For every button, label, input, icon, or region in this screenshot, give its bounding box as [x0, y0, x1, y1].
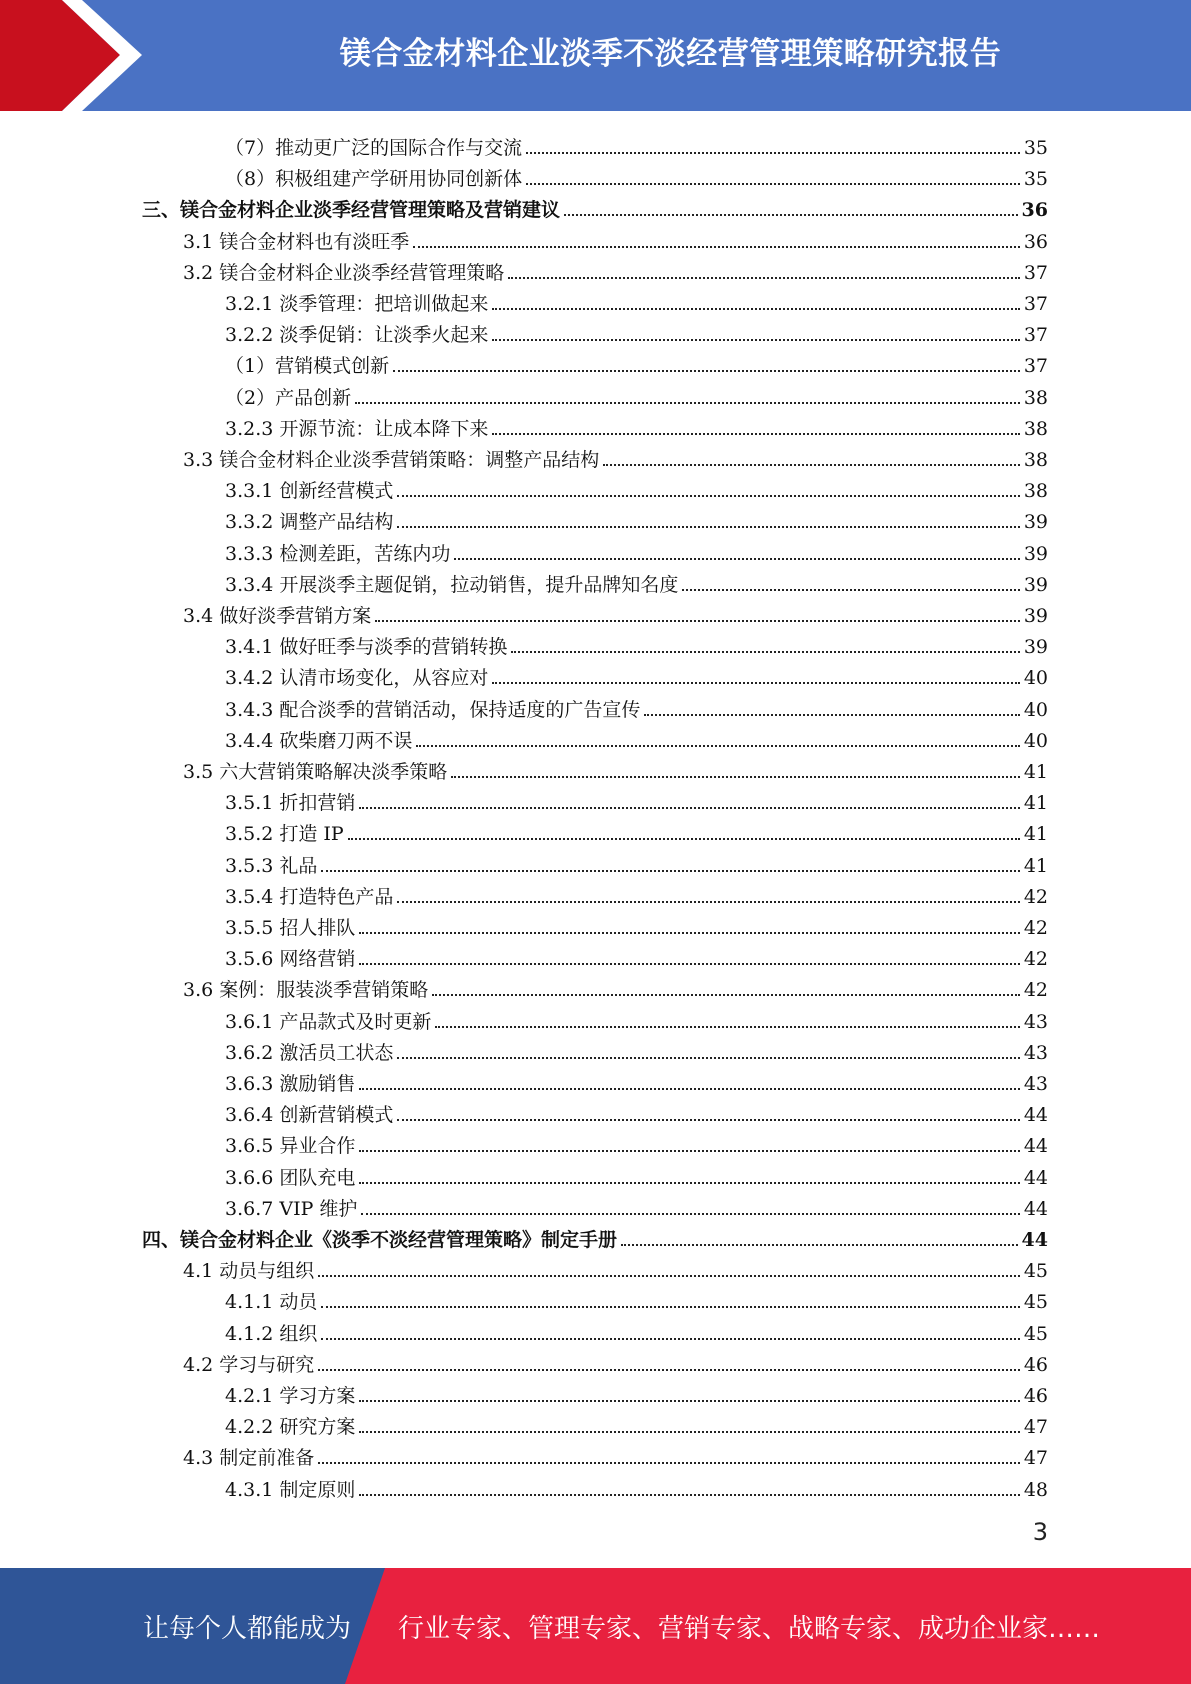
toc-entry-page: 36 — [1021, 199, 1048, 222]
toc-entry-page: 38 — [1023, 480, 1048, 503]
toc-entry-page: 41 — [1023, 854, 1048, 877]
toc-dot-leader — [321, 870, 1019, 872]
toc-entry-page: 36 — [1023, 230, 1048, 253]
toc-dot-leader — [492, 682, 1019, 684]
toc-entry-label: 3.5.2 打造 IP — [225, 823, 344, 846]
toc-entry[interactable] — [225, 1189, 1048, 1220]
toc-entry-page: 39 — [1023, 542, 1048, 565]
toc-entry[interactable] — [225, 534, 1048, 565]
toc-entry[interactable] — [225, 846, 1048, 877]
toc-dot-leader — [511, 651, 1019, 653]
toc-entry[interactable] — [225, 1282, 1048, 1313]
toc-dot-leader — [359, 932, 1019, 934]
toc-entry-label: 3.2.3 开源节流：让成本降下来 — [225, 417, 489, 440]
toc-dot-leader — [321, 1306, 1019, 1308]
toc-dot-leader — [397, 495, 1019, 497]
toc-entry-page: 43 — [1023, 1041, 1048, 1064]
toc-entry[interactable] — [225, 814, 1048, 845]
toc-entry-page: 42 — [1023, 885, 1048, 908]
toc-entry-label: 3.3.2 调整产品结构 — [225, 511, 394, 534]
toc-entry-page: 40 — [1023, 729, 1048, 752]
toc-entry[interactable] — [225, 939, 1048, 970]
toc-entry-label: 3.6.7 VIP 维护 — [225, 1197, 358, 1220]
toc-dot-leader — [359, 1182, 1019, 1184]
toc-entry-page: 44 — [1021, 1229, 1048, 1251]
toc-dot-leader — [318, 1275, 1020, 1277]
toc-entry[interactable] — [225, 1064, 1048, 1095]
toc-entry-label: 3.5.1 折扣营销 — [225, 792, 356, 815]
toc-entry-page: 39 — [1023, 573, 1048, 596]
toc-entry[interactable] — [225, 565, 1048, 596]
toc-entry-label: 4.1.2 组织 — [225, 1322, 318, 1345]
toc-entry[interactable] — [142, 1220, 1048, 1251]
toc-entry[interactable] — [183, 222, 1048, 253]
toc-entry-page: 45 — [1023, 1322, 1048, 1345]
toc-dot-leader — [393, 370, 1020, 372]
toc-entry-page: 40 — [1023, 667, 1048, 690]
toc-dot-leader — [603, 464, 1020, 466]
toc-dot-leader — [359, 1494, 1019, 1496]
toc-dot-leader — [492, 308, 1019, 310]
toc-dot-leader — [397, 526, 1019, 528]
toc-entry-label: 3.6.3 激励销售 — [225, 1073, 356, 1095]
toc-entry-label: 4.2 学习与研究 — [183, 1353, 315, 1376]
toc-entry-label: 4.2.2 研究方案 — [225, 1416, 356, 1439]
toc-entry-page: 46 — [1023, 1385, 1048, 1407]
toc-entry[interactable] — [225, 721, 1048, 752]
toc-dot-leader — [321, 1338, 1019, 1340]
toc-entry-label: 3.6 案例：服装淡季营销策略 — [183, 979, 429, 1002]
toc-entry-page: 45 — [1023, 1260, 1048, 1283]
toc-entry-label: 3.5.4 打造特色产品 — [225, 885, 394, 908]
toc-entry[interactable] — [183, 1251, 1048, 1282]
toc-entry-label: 4.3.1 制定原则 — [225, 1478, 356, 1501]
toc-dot-leader — [644, 714, 1019, 716]
toc-entry-page: 45 — [1023, 1291, 1048, 1314]
toc-entry-page: 47 — [1023, 1447, 1048, 1470]
footer-slogan-right: 行业专家、管理专家、营销专家、战略专家、成功企业家…… — [398, 1613, 1101, 1644]
toc-entry-page: 42 — [1023, 917, 1048, 939]
toc-entry-label: （1）营销模式创新 — [225, 355, 390, 378]
toc-entry[interactable] — [225, 1033, 1048, 1064]
toc-entry[interactable] — [225, 128, 1048, 159]
toc-entry-label: 四、镁合金材料企业《淡季不淡经营管理策略》制定手册 — [142, 1229, 618, 1251]
toc-dot-leader — [413, 246, 1020, 248]
footer-slogan-left: 让每个人都能成为 — [143, 1613, 352, 1644]
toc-entry-label: 4.1 动员与组织 — [183, 1260, 315, 1283]
toc-dot-leader — [397, 1057, 1019, 1059]
toc-entry[interactable] — [225, 1407, 1048, 1438]
toc-dot-leader — [526, 152, 1020, 154]
toc-dot-leader — [492, 433, 1019, 435]
toc-entry[interactable] — [225, 502, 1048, 533]
toc-dot-leader — [492, 339, 1019, 341]
toc-entry[interactable] — [225, 908, 1048, 939]
toc-entry[interactable] — [225, 1126, 1048, 1157]
toc-entry-label: （8）积极组建产学研用协同创新体 — [225, 168, 523, 191]
toc-entry-label: 3.4.4 砍柴磨刀两不误 — [225, 729, 413, 752]
toc-dot-leader — [361, 1213, 1019, 1215]
toc-dot-leader — [432, 994, 1020, 996]
toc-entry[interactable] — [183, 596, 1048, 627]
toc-dot-leader — [359, 1431, 1019, 1433]
toc-entry-label: （7）推动更广泛的国际合作与交流 — [225, 137, 523, 159]
toc-entry-page: 48 — [1023, 1478, 1048, 1501]
toc-entry-label: 3.6.5 异业合作 — [225, 1135, 356, 1158]
toc-entry-label: 3.4.3 配合淡季的营销活动，保持适度的广告宣传 — [225, 698, 641, 721]
toc-dot-leader — [359, 1400, 1019, 1402]
toc-entry-label: 3.3 镁合金材料企业淡季营销策略：调整产品结构 — [183, 449, 600, 471]
toc-entry-label: 3.5 六大营销策略解决淡季策略 — [183, 761, 448, 783]
toc-dot-leader — [397, 901, 1019, 903]
toc-dot-leader — [397, 1119, 1019, 1121]
toc-dot-leader — [318, 1369, 1020, 1371]
toc-entry[interactable] — [225, 627, 1048, 658]
toc-entry[interactable] — [225, 1314, 1048, 1345]
toc-entry-page: 42 — [1023, 979, 1048, 1002]
toc-entry-page: 44 — [1023, 1166, 1048, 1189]
header-banner — [0, 0, 1191, 111]
toc-entry[interactable] — [225, 1376, 1048, 1407]
toc-entry-page: 39 — [1023, 511, 1048, 534]
toc-entry[interactable] — [183, 1345, 1048, 1376]
toc-entry-page: 37 — [1023, 324, 1048, 347]
toc-entry-label: 3.4.1 做好旺季与淡季的营销转换 — [225, 636, 508, 659]
document-title: 镁合金材料企业淡季不淡经营管理策略研究报告 — [339, 35, 1002, 72]
toc-entry-page: 39 — [1023, 605, 1048, 627]
toc-entry-page: 43 — [1023, 1010, 1048, 1033]
toc-entry-page: 41 — [1023, 823, 1048, 846]
toc-entry[interactable] — [225, 1158, 1048, 1189]
toc-entry-label: 3.4.2 认清市场变化，从容应对 — [225, 667, 489, 690]
toc-dot-leader — [621, 1244, 1018, 1246]
toc-entry-page: 35 — [1023, 137, 1048, 159]
toc-entry[interactable] — [183, 440, 1048, 471]
toc-entry-label: 三、镁合金材料企业淡季经营管理策略及营销建议 — [142, 199, 561, 222]
toc-entry-label: 3.2.2 淡季促销：让淡季火起来 — [225, 324, 489, 347]
toc-entry-label: 3.6.6 团队充电 — [225, 1166, 356, 1189]
toc-entry-page: 38 — [1023, 386, 1048, 409]
toc-entry-label: 3.5.5 招人排队 — [225, 917, 356, 939]
toc-entry[interactable] — [225, 315, 1048, 346]
toc-dot-leader — [355, 402, 1020, 404]
toc-entry-label: 3.5.3 礼品 — [225, 854, 318, 877]
toc-entry-page: 41 — [1023, 792, 1048, 815]
toc-entry-label: 3.1 镁合金材料也有淡旺季 — [183, 230, 410, 253]
toc-entry-label: 4.3 制定前准备 — [183, 1447, 315, 1470]
toc-entry-page: 37 — [1023, 355, 1048, 378]
toc-entry-label: 3.4 做好淡季营销方案 — [183, 605, 372, 627]
toc-dot-leader — [682, 589, 1019, 591]
toc-dot-leader — [454, 558, 1019, 560]
toc-entry[interactable] — [183, 253, 1048, 284]
header-chevron-decoration — [0, 0, 160, 111]
toc-entry-page: 47 — [1023, 1416, 1048, 1439]
page-number: 3 — [1032, 1518, 1048, 1546]
toc-entry[interactable] — [225, 471, 1048, 502]
toc-entry-label: 3.2 镁合金材料企业淡季经营管理策略 — [183, 261, 505, 284]
toc-dot-leader — [526, 183, 1020, 185]
toc-entry-label: 3.3.1 创新经营模式 — [225, 480, 394, 503]
toc-entry-page: 37 — [1023, 261, 1048, 284]
toc-entry-page: 44 — [1023, 1197, 1048, 1220]
toc-dot-leader — [359, 1150, 1019, 1152]
toc-entry[interactable] — [183, 970, 1048, 1001]
toc-entry-page: 38 — [1023, 449, 1048, 471]
toc-dot-leader — [348, 838, 1020, 840]
toc-entry-label: 3.2.1 淡季管理：把培训做起来 — [225, 293, 489, 315]
toc-entry[interactable] — [225, 690, 1048, 721]
footer-banner — [0, 1568, 1191, 1684]
toc-entry-page: 41 — [1023, 761, 1048, 783]
toc-entry-label: 3.3.4 开展淡季主题促销，拉动销售，提升品牌知名度 — [225, 573, 679, 596]
toc-dot-leader — [435, 1026, 1019, 1028]
toc-entry[interactable] — [225, 409, 1048, 440]
toc-dot-leader — [564, 214, 1018, 216]
toc-entry-page: 39 — [1023, 636, 1048, 659]
toc-entry[interactable] — [225, 378, 1048, 409]
toc-entry-page: 44 — [1023, 1104, 1048, 1127]
toc-dot-leader — [359, 1088, 1019, 1090]
toc-entry-label: 3.5.6 网络营销 — [225, 948, 356, 971]
toc-dot-leader — [359, 963, 1019, 965]
toc-entry-label: 3.3.3 检测差距，苦练内功 — [225, 542, 451, 565]
toc-entry-page: 46 — [1023, 1353, 1048, 1376]
toc-entry-page: 35 — [1023, 168, 1048, 191]
toc-dot-leader — [318, 1462, 1020, 1464]
toc-entry-page: 44 — [1023, 1135, 1048, 1158]
toc-dot-leader — [451, 776, 1020, 778]
toc-entry-page: 43 — [1023, 1073, 1048, 1095]
toc-entry[interactable] — [225, 159, 1048, 190]
toc-entry[interactable] — [183, 752, 1048, 783]
toc-entry-page: 37 — [1023, 293, 1048, 315]
toc-entry-label: 3.6.1 产品款式及时更新 — [225, 1010, 432, 1033]
toc-entry[interactable] — [225, 1470, 1048, 1501]
toc-entry-label: 3.6.4 创新营销模式 — [225, 1104, 394, 1127]
toc-entry[interactable] — [142, 190, 1048, 221]
toc-entry-label: （2）产品创新 — [225, 386, 352, 409]
toc-entry-page: 40 — [1023, 698, 1048, 721]
toc-entry[interactable] — [225, 1002, 1048, 1033]
toc-entry[interactable] — [225, 783, 1048, 814]
toc-entry[interactable] — [225, 346, 1048, 377]
toc-entry-page: 42 — [1023, 948, 1048, 971]
toc-entry-label: 3.6.2 激活员工状态 — [225, 1041, 394, 1064]
toc-dot-leader — [375, 620, 1020, 622]
toc-entry[interactable] — [225, 658, 1048, 689]
toc-dot-leader — [416, 745, 1019, 747]
toc-entry-label: 4.1.1 动员 — [225, 1291, 318, 1314]
toc-entry[interactable] — [225, 1095, 1048, 1126]
toc-dot-leader — [508, 277, 1020, 279]
toc-entry-label: 4.2.1 学习方案 — [225, 1385, 356, 1407]
toc-entry-page: 38 — [1023, 417, 1048, 440]
toc-entry[interactable] — [225, 284, 1048, 315]
toc-dot-leader — [359, 807, 1019, 809]
toc-entry[interactable] — [225, 877, 1048, 908]
toc-entry[interactable] — [183, 1438, 1048, 1469]
